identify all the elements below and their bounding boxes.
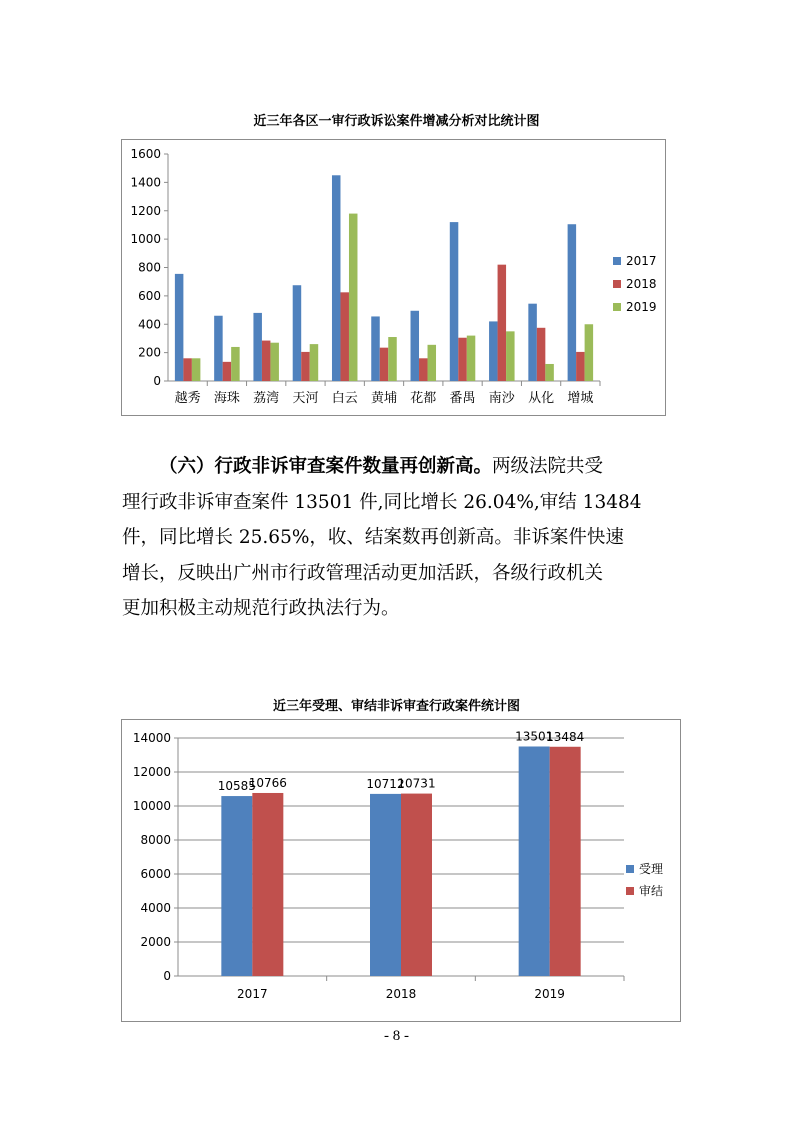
bar-2018-海珠 [223,362,232,381]
bar-2017-增城 [568,224,577,381]
paragraph-line-5: 更加积极主动规范行政执法行为。 [122,598,400,619]
data-label: 10585 [217,779,256,794]
chart1-title: 近三年各区一审行政诉讼案件增减分析对比统计图 [253,114,540,129]
bar-受理-2019 [519,746,550,976]
legend-swatch-审结 [626,887,634,895]
legend-swatch-受理 [626,865,634,873]
chart1-frame [121,139,666,416]
y-tick-label: 4000 [140,901,171,915]
bar-2018-荔湾 [262,341,271,381]
bar-2019-白云 [349,214,358,381]
bar-2017-越秀 [175,274,184,381]
x-tick-label: 增城 [567,391,594,406]
bar-2018-南沙 [498,265,507,381]
x-tick-label: 2018 [385,987,417,1001]
bar-2019-黄埔 [388,337,397,381]
y-tick-label: 10000 [132,799,171,813]
bar-2017-海珠 [214,316,223,381]
x-tick-label: 荔湾 [253,391,280,406]
y-tick-label: 1200 [130,203,161,218]
data-label: 10712 [366,776,405,791]
bar-2017-番禺 [450,222,459,381]
bar-2018-花都 [419,358,428,381]
bar-2018-白云 [340,292,349,381]
data-label: 13501 [515,729,554,744]
bar-2018-越秀 [183,358,192,381]
bar-2018-番禺 [458,338,467,381]
bar-2017-南沙 [489,321,498,381]
bar-2017-花都 [411,311,420,381]
paragraph-line-1-rest: 两级法院共受 [492,456,604,477]
bar-2017-天河 [293,285,302,381]
y-tick-label: 14000 [132,731,171,745]
y-tick-label: 400 [138,317,161,332]
bar-审结-2018 [401,794,432,976]
bar-2019-南沙 [506,331,515,381]
x-tick-label: 2019 [534,987,565,1001]
data-label: 10766 [248,775,287,790]
bar-2019-从化 [545,364,554,381]
bar-2018-黄埔 [380,348,389,381]
y-tick-label: 0 [153,374,161,388]
paragraph-lead: （六）行政非诉审查案件数量再创新高。 [159,456,493,477]
legend-label: 审结 [639,884,664,898]
bar-2017-黄埔 [371,316,380,381]
x-tick-label: 白云 [331,391,358,406]
y-tick-label: 8000 [140,833,171,847]
page-number: - 8 - [384,1028,409,1044]
bar-审结-2019 [550,747,581,976]
chart1-svg [122,140,665,415]
x-tick-label: 南沙 [488,391,515,406]
paragraph-line-3: 件，同比增长 25.65%，收、结案数再创新高。非诉案件快速 [122,527,624,548]
x-tick-label: 黄埔 [370,391,398,406]
y-tick-label: 2000 [140,935,171,949]
x-tick-label: 从化 [528,391,555,406]
legend-label: 2018 [626,277,657,291]
legend-swatch-2018 [613,280,621,288]
data-label: 13484 [546,729,585,744]
y-tick-label: 200 [138,345,161,360]
y-tick-label: 600 [138,288,161,303]
paragraph-line-4: 增长，反映出广州市行政管理活动更加活跃，各级行政机关 [122,562,604,584]
x-tick-label: 海珠 [213,391,240,406]
bar-2019-番禺 [467,336,476,381]
bar-审结-2017 [252,793,283,976]
chart2-svg [122,720,680,1021]
y-tick-label: 1000 [130,232,161,247]
bar-2019-增城 [585,324,594,381]
bar-2018-从化 [537,328,546,381]
x-tick-label: 越秀 [174,391,201,406]
paragraph-line-2: 理行政非诉审查案件 13501 件,同比增长 26.04%,审结 13484 [122,491,642,513]
bar-2017-白云 [332,175,341,381]
bar-受理-2018 [370,794,401,976]
bar-2017-荔湾 [253,313,262,381]
bar-2018-天河 [301,352,310,381]
y-tick-label: 1600 [130,147,161,161]
chart2-frame [121,719,681,1022]
legend-swatch-2017 [613,257,621,265]
y-tick-label: 1400 [130,175,161,190]
x-tick-label: 花都 [410,391,437,406]
bar-2019-海珠 [231,347,240,381]
data-label: 10731 [397,776,436,791]
y-tick-label: 6000 [140,867,171,881]
bar-2019-荔湾 [270,343,279,381]
bar-2019-花都 [428,345,437,381]
x-tick-label: 天河 [292,391,319,406]
paragraph-line-1 [122,449,682,485]
x-tick-label: 2017 [237,987,268,1001]
legend-swatch-2019 [613,303,621,311]
y-tick-label: 12000 [132,765,171,779]
legend-label: 受理 [639,862,664,876]
x-tick-label: 番禺 [449,391,476,406]
legend-label: 2019 [626,300,657,314]
legend-label: 2017 [626,254,657,268]
bar-受理-2017 [221,796,252,976]
body-paragraph [122,449,682,627]
y-tick-label: 800 [138,260,161,275]
bar-2017-从化 [528,304,537,381]
chart2-title: 近三年受理、审结非诉审查行政案件统计图 [272,699,520,714]
bar-2018-增城 [576,352,585,381]
bar-2019-越秀 [192,358,201,381]
y-tick-label: 0 [163,969,171,983]
bar-2019-天河 [310,344,319,381]
